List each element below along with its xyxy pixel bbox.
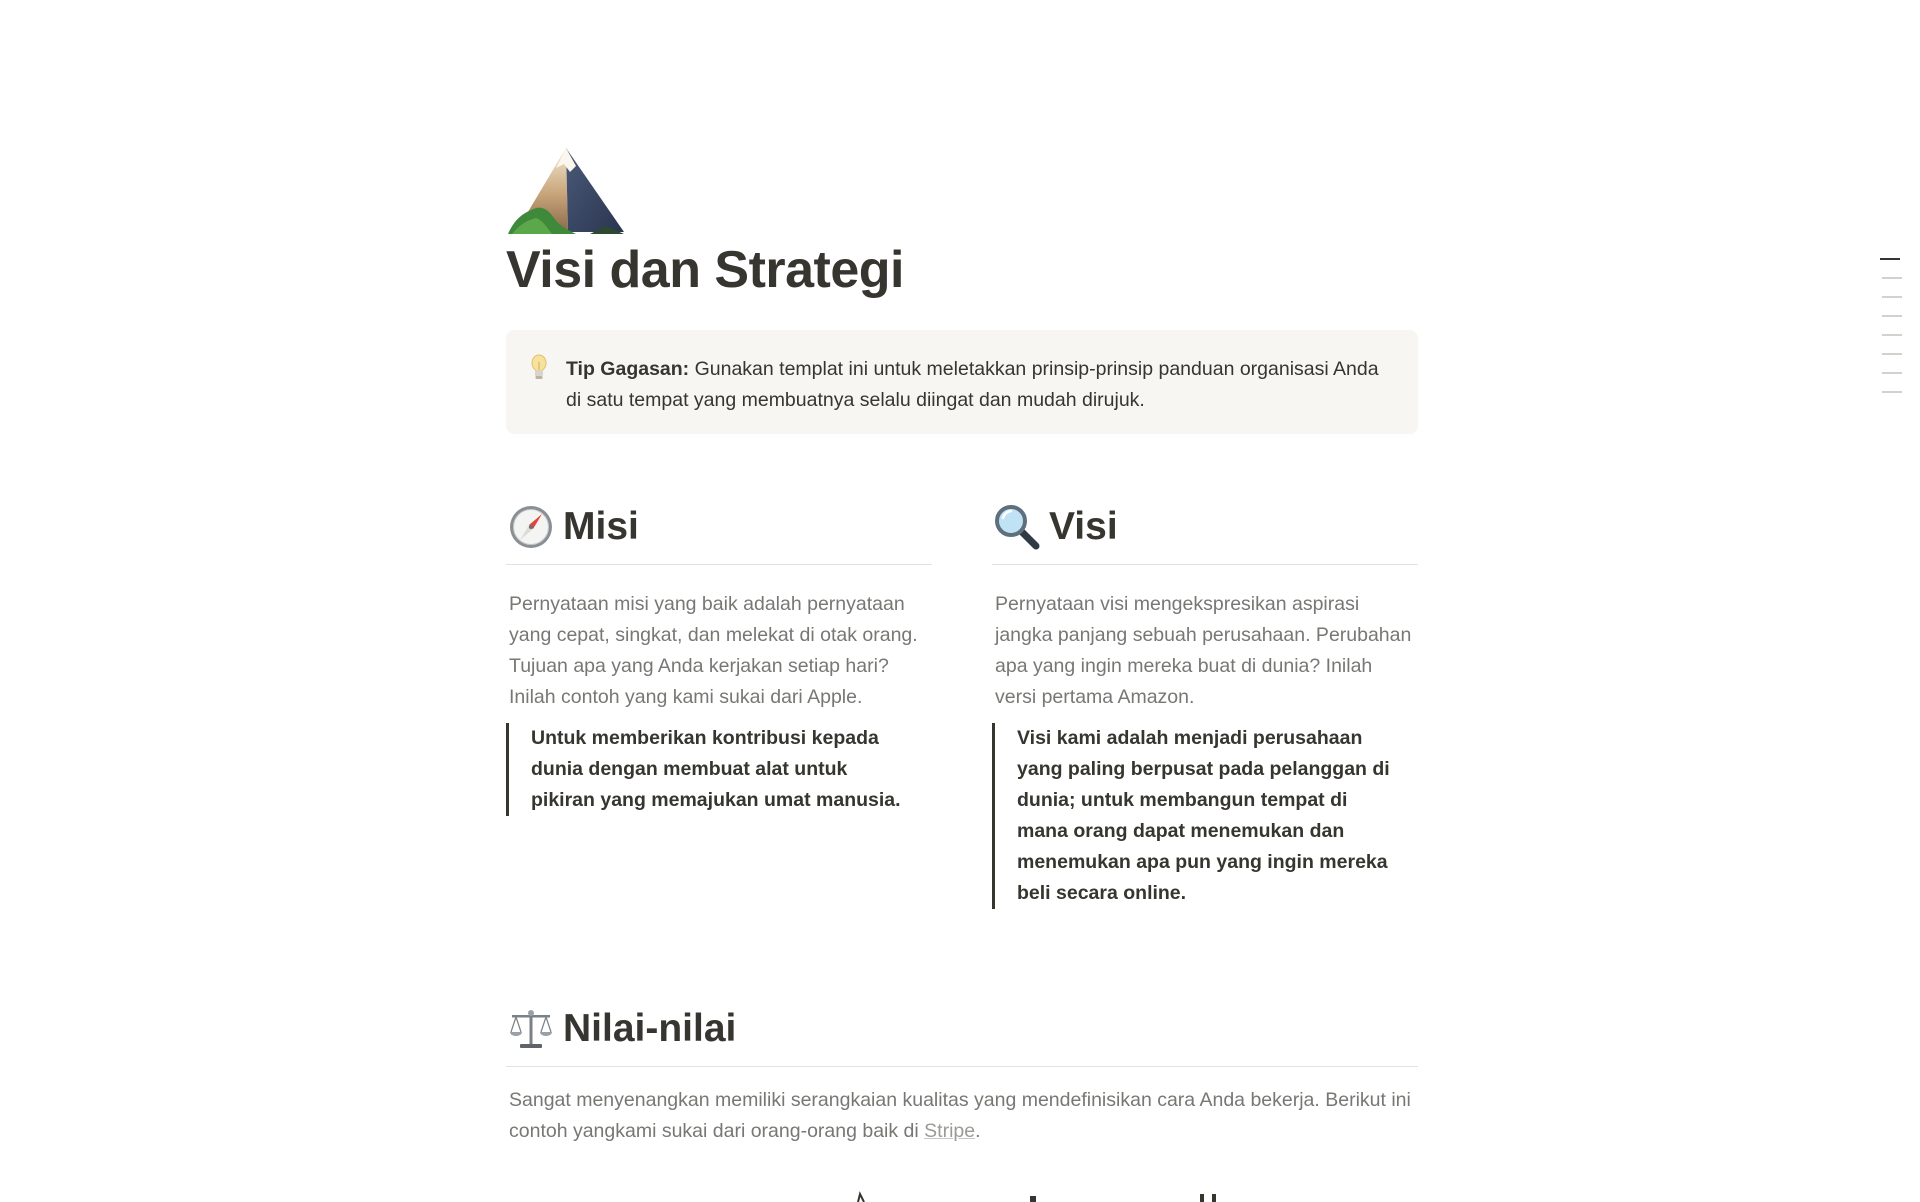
vision-quote[interactable]: Visi kami adalah menjadi perusahaan yang paling berpusat pada pelanggan di dunia; untuk membangun tempat di mana orang dapat menemukan dan menemukan apa pun yang ingin mereka beli secara online.: [992, 723, 1418, 909]
values-description-end: .: [975, 1120, 981, 1142]
values-heading-label: Nilai-nilai: [563, 1007, 737, 1050]
callout-body: Gunakan templat ini untuk meletakkan prinsip-prinsip panduan organisasi Anda di satu tempat yang membuatnya selalu diingat dan mudah dirujuk.: [566, 358, 1379, 411]
page-title[interactable]: Visi dan Strategi: [506, 241, 905, 299]
stripe-link[interactable]: Stripe: [924, 1120, 976, 1142]
mission-column: [506, 500, 932, 816]
tip-callout[interactable]: [506, 330, 1418, 434]
mission-heading-label: Misi: [563, 505, 639, 548]
toc-line[interactable]: [1882, 353, 1902, 355]
vision-description[interactable]: Pernyataan visi mengekspresikan aspirasi jangka panjang sebuah perusahaan. Perubahan apa yang ingin mereka buat di dunia? Inilah versi pertama Amazon.: [995, 593, 1412, 708]
balance-scale-icon: [508, 1006, 554, 1052]
values-section: [506, 1002, 1418, 1067]
lightbulb-icon: [528, 354, 550, 382]
mountain-icon[interactable]: [506, 146, 626, 236]
values-description[interactable]: [506, 1085, 1421, 1147]
toc-line[interactable]: [1882, 296, 1902, 298]
toc-line[interactable]: [1882, 372, 1902, 374]
mission-heading[interactable]: [506, 500, 932, 565]
toc-line[interactable]: [1882, 334, 1902, 336]
compass-icon: [508, 504, 554, 550]
toc-line[interactable]: [1882, 277, 1902, 279]
callout-text: [566, 354, 1396, 415]
next-heading-fragment: [840, 1190, 1260, 1202]
vision-column: [992, 500, 1418, 909]
callout-bold-prefix: Tip Gagasan:: [566, 358, 690, 380]
toc-line[interactable]: [1882, 391, 1902, 393]
toc-line[interactable]: [1880, 258, 1900, 260]
toc-line[interactable]: [1882, 315, 1902, 317]
mission-quote[interactable]: Untuk memberikan kontribusi kepada dunia dengan membuat alat untuk pikiran yang memajukan umat manusia.: [506, 723, 932, 816]
vision-heading[interactable]: [992, 500, 1418, 565]
table-of-contents-minimap[interactable]: [1876, 258, 1902, 410]
vision-heading-label: Visi: [1049, 505, 1118, 548]
values-heading[interactable]: [506, 1002, 1418, 1067]
values-description-text: Sangat menyenangkan memiliki serangkaian kualitas yang mendefinisikan cara Anda bekerja. Berikut ini contoh yangkami sukai dari orang-orang baik di: [509, 1089, 1411, 1142]
magnifying-glass-icon: [994, 504, 1040, 550]
mission-description[interactable]: Pernyataan misi yang baik adalah pernyataan yang cepat, singkat, dan melekat di otak orang. Tujuan apa yang Anda kerjakan setiap hari? Inilah contoh yang kami sukai dari Apple.: [509, 593, 918, 708]
